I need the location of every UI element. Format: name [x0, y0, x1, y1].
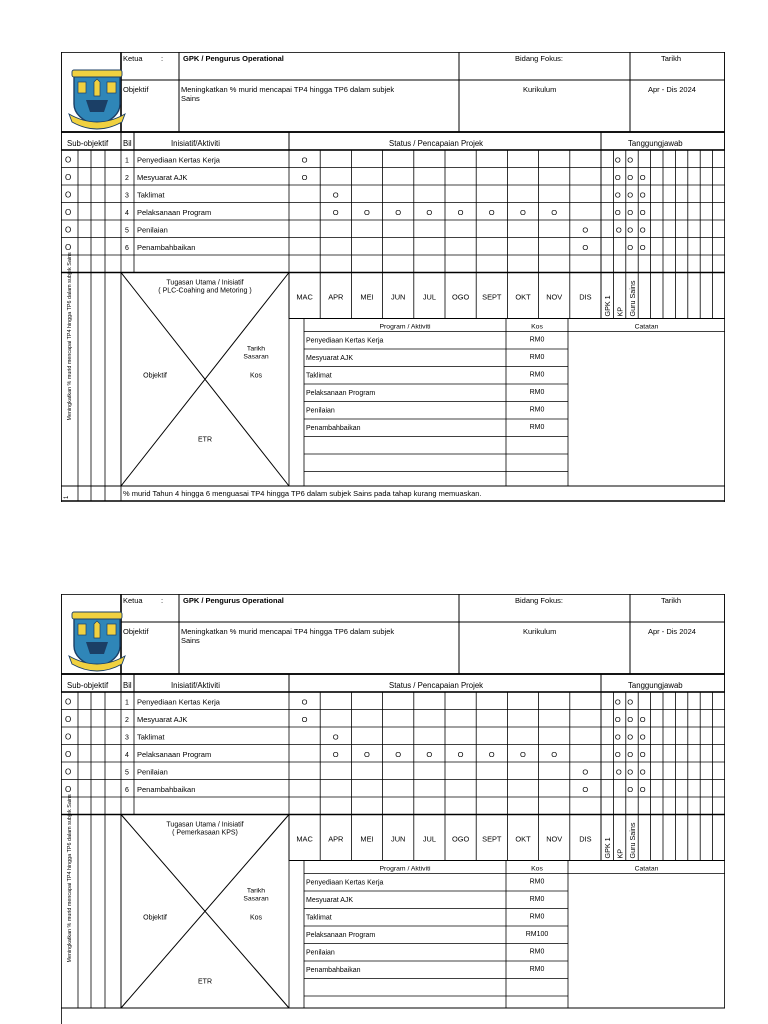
responsibility-mark: O: [615, 767, 622, 777]
month-label: NOV: [546, 292, 563, 302]
objektif-value-line1: Meningkatkan % murid mencapai TP4 hingga TP6 dalam subjek: [181, 627, 395, 636]
program-item-row: [306, 966, 544, 974]
responsibility-mark: O: [615, 225, 622, 235]
program-table: [289, 861, 725, 1009]
column-header-row: [61, 674, 725, 692]
objektif-value-line2: Sains: [181, 94, 200, 103]
crest-book: [78, 82, 86, 93]
activity-row: [65, 243, 646, 252]
tarikh-sasaran-label: Sasaran: [243, 895, 269, 903]
responsibility-mark: O: [627, 172, 634, 182]
tugasan-subtitle: ( Pemerkasaan KPS): [172, 829, 238, 837]
responsibility-mark: O: [627, 767, 634, 777]
month-label: APR: [328, 834, 344, 844]
etr-corner-label: ETR: [198, 436, 212, 444]
program-item-row: [306, 389, 544, 397]
sub-objektif-mark: O: [65, 207, 72, 217]
sub-objektif-mark: O: [65, 225, 72, 235]
activity-row: [65, 785, 646, 794]
responsibility-mark: O: [639, 732, 646, 742]
program-item-row: [306, 354, 544, 362]
program-item-name: Taklimat: [306, 914, 332, 922]
footer-description: % murid Tahun 4 hingga 6 menguasai TP4 hingga TP6 dalam subjek Sains pada tahap kurang memuaskan.: [123, 489, 482, 498]
responsibility-mark: O: [627, 784, 634, 794]
responsibility-mark: O: [639, 172, 646, 182]
objektif-label: Objektif: [123, 85, 149, 94]
status-mark: O: [301, 172, 308, 182]
row-number: 5: [125, 769, 129, 777]
ketua-value: GPK / Pengurus Operational: [183, 54, 284, 63]
program-item-row: [306, 337, 544, 345]
responsibility-mark: O: [639, 207, 646, 217]
responsibility-mark: O: [639, 714, 646, 724]
activity-row: [65, 715, 646, 724]
status-mark: O: [332, 207, 339, 217]
month-label: DIS: [579, 292, 592, 302]
crest-emblem: [107, 624, 116, 635]
responsibility-mark: O: [627, 155, 634, 165]
status-mark: O: [582, 784, 589, 794]
ketua-colon: :: [161, 596, 164, 605]
month-label: MEI: [360, 292, 374, 302]
responsibility-mark: O: [627, 207, 634, 217]
catatan-header: Catatan: [634, 865, 659, 873]
status-mark: O: [301, 155, 308, 165]
responsible-label: GPK 1: [603, 295, 612, 317]
status-mark: O: [301, 714, 308, 724]
month-label: JUN: [391, 292, 406, 302]
program-item-name: Penyediaan Kertas Kerja: [306, 337, 384, 345]
sub-objektif-mark: O: [65, 190, 72, 200]
status-mark: O: [395, 207, 402, 217]
program-item-row: [306, 372, 544, 380]
crest-top-ribbon: [72, 612, 122, 619]
program-item-row: [306, 896, 544, 904]
activity-name: Taklimat: [137, 732, 165, 742]
sheet-svg-2: [61, 594, 725, 1024]
ketua-colon: :: [161, 54, 164, 63]
responsibility-mark: O: [639, 242, 646, 252]
status-mark: O: [520, 207, 526, 217]
program-item-kos: RM0: [529, 966, 545, 973]
program-item-name: Penyediaan Kertas Kerja: [306, 879, 384, 887]
program-table: [289, 319, 725, 487]
month-label: DIS: [579, 834, 592, 844]
tarikh-label: Tarikh: [661, 596, 682, 605]
objektif-corner-label: Objektif: [143, 372, 167, 380]
program-aktiviti-header: Program / Aktiviti: [379, 865, 431, 873]
program-item-name: Penilaian: [306, 949, 335, 957]
crest-book: [78, 624, 86, 635]
catatan-header: Catatan: [634, 323, 659, 331]
status-mark: O: [582, 767, 589, 777]
sub-objektif-header: Sub-objektif: [67, 139, 109, 148]
responsibility-mark: O: [627, 190, 634, 200]
school-crest-logo: [69, 70, 125, 129]
plan-sheet-2: [61, 594, 725, 1024]
activity-name: Mesyuarat AJK: [137, 172, 188, 182]
month-label: MAC: [296, 834, 313, 844]
program-item-kos: RM0: [529, 896, 545, 903]
bidang-fokus-label: Bidang Fokus:: [515, 54, 563, 63]
sub-objektif-mark: O: [65, 172, 72, 182]
status-mark: O: [301, 697, 308, 707]
program-item-name: Pelaksanaan Program: [306, 932, 376, 939]
activity-name: Taklimat: [137, 190, 165, 200]
plan-header: [61, 594, 725, 674]
crest-torch: [94, 79, 100, 96]
activity-row: [65, 767, 646, 776]
program-item-kos: RM0: [529, 371, 545, 379]
activity-name: Pelaksanaan Program: [137, 207, 212, 217]
responsibility-mark: O: [639, 749, 646, 759]
program-item-name: Penilaian: [306, 407, 335, 415]
activity-row: [65, 225, 646, 234]
status-mark: O: [332, 190, 339, 200]
sub-objektif-vertical-text: Meningkatkan % murid mencapai TP4 hingga TP6 dalam subjek Sains: [67, 794, 73, 963]
kos-corner-label: Kos: [249, 372, 263, 380]
responsibility-mark: O: [614, 190, 621, 200]
ketua-value: GPK / Pengurus Operational: [183, 596, 284, 605]
row-number: 2: [125, 174, 129, 182]
objektif-value-line1: Meningkatkan % murid mencapai TP4 hingga TP6 dalam subjek: [181, 85, 395, 94]
month-label: NOV: [546, 834, 563, 844]
responsibility-mark: O: [627, 697, 634, 707]
objektif-corner-label: Objektif: [143, 914, 167, 922]
month-label: MEI: [360, 834, 374, 844]
tugasan-subtitle: ( PLC-Coahing and Metoring ): [158, 287, 252, 295]
activity-name: Penambahbaikan: [137, 242, 196, 252]
program-item-kos: RM0: [529, 424, 545, 431]
program-item-name: Taklimat: [306, 372, 332, 380]
responsibility-mark: O: [614, 697, 621, 707]
row-number: 3: [125, 192, 129, 200]
program-item-name: Mesyuarat AJK: [306, 355, 354, 362]
status-header: Status / Pencapaian Projek: [389, 681, 484, 690]
activity-name: Penyediaan Kertas Kerja: [137, 697, 220, 707]
activity-row: [65, 208, 646, 217]
status-mark: O: [551, 749, 558, 759]
responsibility-mark: O: [614, 172, 621, 182]
month-label: JUL: [422, 292, 436, 302]
sub-objektif-mark: O: [65, 697, 72, 707]
program-item-kos: RM0: [529, 913, 545, 921]
month-label: MAC: [296, 292, 313, 302]
tanggungjawab-header: Tanggungjawab: [628, 139, 683, 148]
responsibility-mark: O: [639, 190, 646, 200]
responsible-label: KP: [615, 848, 625, 859]
month-label: OKT: [515, 292, 531, 302]
sub-objektif-mark: O: [65, 767, 72, 777]
sub-objektif-vertical-text: Meningkatkan % murid mencapai TP4 hingga TP6 dalam subjek Sains: [67, 252, 73, 421]
status-mark: O: [364, 749, 370, 759]
responsibility-mark: O: [627, 242, 634, 252]
month-label: SEPT: [482, 834, 502, 844]
program-item-row: [306, 407, 544, 415]
sub-objektif-mark: O: [65, 155, 72, 165]
status-mark: O: [332, 749, 339, 759]
status-mark: O: [457, 207, 464, 217]
sub-objektif-mark: O: [65, 784, 72, 794]
row-number: 2: [125, 716, 129, 724]
bidang-fokus-value: Kurikulum: [523, 627, 557, 636]
responsibility-mark: O: [627, 714, 634, 724]
kos-header: Kos: [531, 865, 543, 873]
objektif-label: Objektif: [123, 627, 149, 636]
activity-row: [65, 155, 633, 164]
sub-objektif-mark: O: [65, 242, 72, 252]
ketua-label: Ketua: [123, 596, 143, 605]
kos-header: Kos: [531, 323, 543, 331]
responsible-label: Guru Sains: [627, 280, 637, 317]
status-mark: O: [457, 749, 464, 759]
plan-sheet-1: [61, 52, 725, 502]
month-label: OGO: [451, 834, 470, 844]
responsibility-mark: O: [614, 749, 621, 759]
program-item-kos: RM0: [529, 878, 545, 886]
program-item-kos: RM100: [525, 931, 549, 938]
row-number: 5: [125, 227, 129, 235]
program-item-name: Penambahbaikan: [306, 967, 361, 974]
activity-name: Mesyuarat AJK: [137, 714, 188, 724]
row-number: 1: [125, 157, 129, 165]
row-number: 6: [125, 244, 129, 252]
row-number: 4: [125, 209, 129, 217]
month-label: OGO: [451, 292, 470, 302]
month-label: JUL: [422, 834, 436, 844]
row-number: 4: [125, 751, 129, 759]
activity-name: Pelaksanaan Program: [137, 749, 212, 759]
tarikh-value: Apr - Dis 2024: [648, 627, 696, 636]
activity-name: Penambahbaikan: [137, 784, 196, 794]
program-item-row: [306, 931, 548, 939]
program-item-kos: RM0: [529, 354, 545, 361]
status-mark: O: [582, 242, 589, 252]
status-mark: O: [426, 207, 433, 217]
tarikh-sasaran-label: Tarikh: [246, 887, 266, 895]
crest-torch: [94, 621, 100, 638]
activity-row: [65, 732, 646, 741]
row-number: 6: [125, 786, 129, 794]
activity-row: [65, 190, 646, 199]
month-header-row: [289, 815, 725, 861]
responsibility-mark: O: [614, 714, 621, 724]
program-item-kos: RM0: [529, 389, 545, 396]
plan-header: [61, 52, 725, 132]
sub-objektif-header: Sub-objektif: [67, 681, 109, 690]
program-item-row: [306, 879, 544, 887]
responsible-label: GPK 1: [603, 837, 612, 859]
status-mark: O: [520, 749, 526, 759]
program-item-name: Pelaksanaan Program: [306, 390, 376, 397]
tarikh-value: Apr - Dis 2024: [648, 85, 696, 94]
tugasan-title: Tugasan Utama / Inisiatif: [166, 821, 244, 829]
program-item-kos: RM0: [529, 406, 545, 414]
crest-top-ribbon: [72, 70, 122, 77]
responsible-label: Guru Sains: [627, 822, 637, 859]
activity-rows: [61, 150, 725, 273]
tarikh-label: Tarikh: [661, 54, 682, 63]
month-label: OKT: [515, 834, 531, 844]
footer-number: 1: [64, 495, 70, 499]
inisiatif-header: Inisiatif/Aktiviti: [171, 681, 220, 690]
sub-objektif-mark: O: [65, 732, 72, 742]
sheet-svg-1: [61, 52, 725, 502]
kos-corner-label: Kos: [249, 914, 263, 922]
activity-name: Penyediaan Kertas Kerja: [137, 155, 220, 165]
program-aktiviti-header: Program / Aktiviti: [379, 323, 431, 331]
status-mark: O: [364, 207, 370, 217]
bil-header: Bil: [123, 139, 132, 148]
responsibility-mark: O: [627, 225, 634, 235]
etr-corner-label: ETR: [198, 978, 212, 986]
school-crest-logo: [69, 612, 125, 671]
status-mark: O: [332, 732, 339, 742]
activity-rows: [61, 692, 725, 815]
bil-header: Bil: [123, 681, 132, 690]
activity-row: [65, 173, 646, 182]
sub-objektif-mark: O: [65, 714, 72, 724]
footer-row: [61, 486, 725, 501]
responsible-label: KP: [615, 306, 625, 317]
activity-name: Penilaian: [137, 767, 168, 777]
inisiatif-header: Inisiatif/Aktiviti: [171, 139, 220, 148]
program-item-name: Mesyuarat AJK: [306, 897, 354, 904]
ketua-label: Ketua: [123, 54, 143, 63]
tugasan-title: Tugasan Utama / Inisiatif: [166, 279, 244, 287]
activity-row: [65, 750, 646, 759]
sub-objektif-mark: O: [65, 749, 72, 759]
bidang-fokus-value: Kurikulum: [523, 85, 557, 94]
status-mark: O: [582, 225, 589, 235]
status-mark: O: [551, 207, 558, 217]
objektif-value-line2: Sains: [181, 636, 200, 645]
status-mark: O: [488, 207, 495, 217]
month-label: APR: [328, 292, 344, 302]
row-number: 1: [125, 699, 129, 707]
status-mark: O: [426, 749, 433, 759]
program-item-name: Penambahbaikan: [306, 425, 361, 432]
responsibility-mark: O: [639, 767, 646, 777]
program-item-kos: RM0: [529, 948, 545, 956]
row-number: 3: [125, 734, 129, 742]
tarikh-sasaran-label: Sasaran: [243, 353, 269, 361]
responsibility-mark: O: [627, 732, 634, 742]
program-item-row: [306, 949, 544, 957]
responsibility-mark: O: [614, 732, 621, 742]
month-label: SEPT: [482, 292, 502, 302]
month-label: JUN: [391, 834, 406, 844]
program-item-row: [306, 424, 544, 432]
status-mark: O: [488, 749, 495, 759]
responsibility-mark: O: [639, 225, 646, 235]
responsibility-mark: O: [614, 207, 621, 217]
column-header-row: [61, 132, 725, 150]
status-mark: O: [395, 749, 402, 759]
activity-row: [65, 697, 633, 706]
program-item-row: [306, 914, 544, 922]
activity-name: Penilaian: [137, 225, 168, 235]
tanggungjawab-header: Tanggungjawab: [628, 681, 683, 690]
responsibility-mark: O: [627, 749, 634, 759]
month-header-row: [289, 273, 725, 319]
tarikh-sasaran-label: Tarikh: [246, 345, 266, 353]
program-item-kos: RM0: [529, 336, 545, 344]
status-header: Status / Pencapaian Projek: [389, 139, 484, 148]
responsibility-mark: O: [639, 784, 646, 794]
responsibility-mark: O: [614, 155, 621, 165]
crest-emblem: [107, 82, 116, 93]
bidang-fokus-label: Bidang Fokus:: [515, 596, 563, 605]
